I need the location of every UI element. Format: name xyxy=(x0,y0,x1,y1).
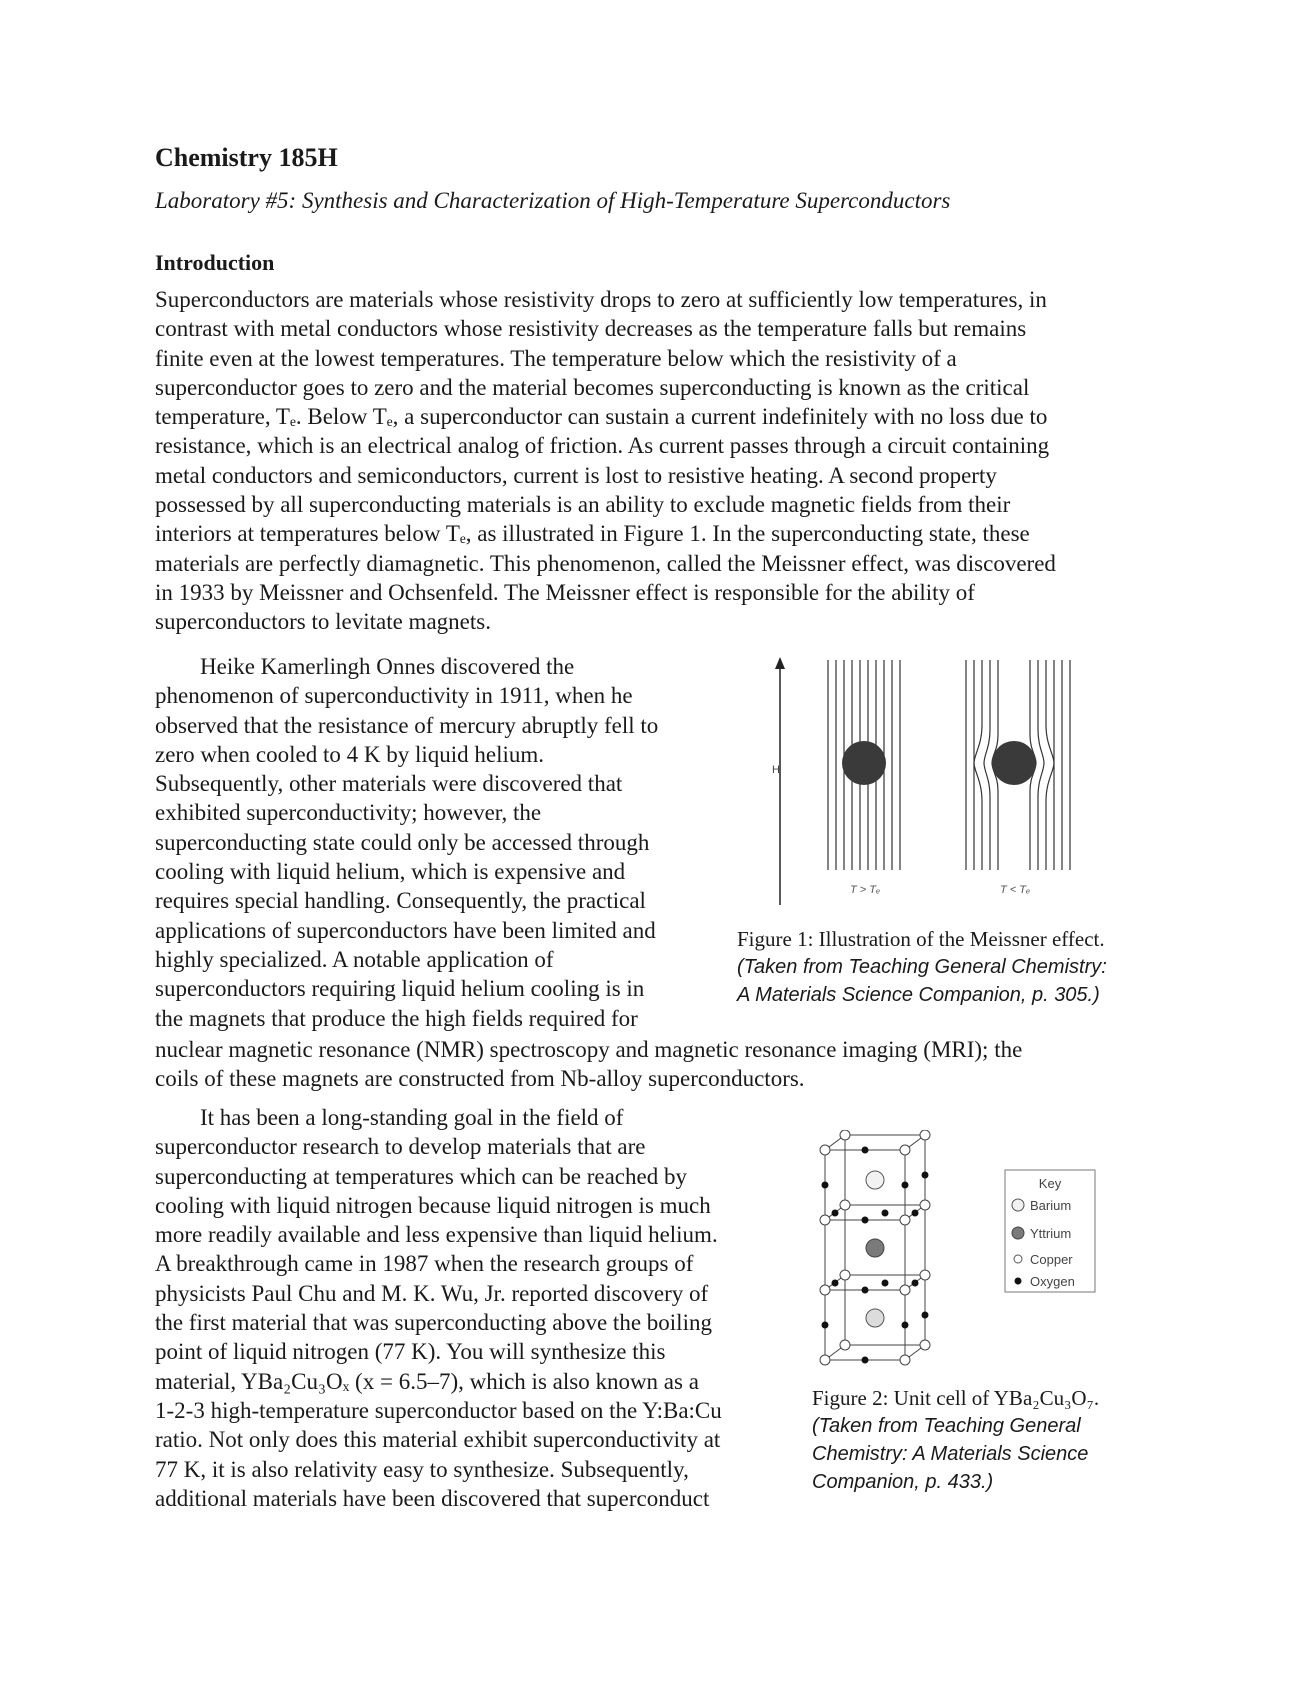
text-line: ratio. Not only does this material exhibit superconductivity at xyxy=(155,1427,721,1453)
caption-line: (Taken from Teaching General Chemistry: xyxy=(737,956,1107,978)
text-line: contrast with metal conductors whose resistivity decreases as the temperature falls but remains xyxy=(155,316,1027,342)
figure-1-caption xyxy=(737,925,1157,1009)
meissner-diagram xyxy=(760,655,1140,920)
text-line: nuclear magnetic resonance (NMR) spectroscopy and magnetic resonance imaging (MRI); the xyxy=(155,1037,1023,1062)
text-line: cooling with liquid nitrogen because liquid nitrogen is much xyxy=(155,1192,711,1218)
sample-sphere-normal xyxy=(842,741,886,785)
text-line: more readily available and less expensive than liquid helium. xyxy=(155,1222,718,1248)
figure-2-unit-cell xyxy=(810,1130,1120,1380)
text-line: the first material that was superconducting above the boiling xyxy=(155,1310,712,1336)
text-line: materials are perfectly diamagnetic. This phenomenon, called the Meissner effect, was discovered xyxy=(155,550,1056,576)
caption-line: Companion, p. 433.) xyxy=(812,1471,994,1493)
h-axis-label: H xyxy=(772,764,780,776)
text-line: Superconductors are materials whose resistivity drops to zero at sufficiently low temperatures, in xyxy=(155,287,1047,312)
text-line: applications of superconductors have been limited and xyxy=(155,917,656,943)
text-line: 77 K, it is also relativity easy to synthesize. Subsequently, xyxy=(155,1456,689,1482)
course-title: Chemistry 185H xyxy=(155,143,338,172)
text-line: interiors at temperatures below Tₑ, as illustrated in Figure 1. In the superconducting state, these xyxy=(155,521,1030,547)
ybco-paragraph xyxy=(155,1103,775,1513)
text-line: possessed by all superconducting materials is an ability to exclude magnetic fields from their xyxy=(155,492,1011,518)
legend-key xyxy=(1005,1170,1095,1292)
text-line: exhibited superconductivity; however, the xyxy=(155,800,542,826)
text-line: observed that the resistance of mercury abruptly fell to xyxy=(155,712,659,738)
key-item-oxygen: Oxygen xyxy=(1030,1274,1075,1289)
figure-2-caption xyxy=(812,1384,1152,1496)
text-line: the magnets that produce the high fields required for xyxy=(155,1005,638,1031)
key-title: Key xyxy=(1038,1176,1062,1191)
text-line: physicists Paul Chu and M. K. Wu, Jr. reported discovery of xyxy=(155,1280,709,1306)
unit-cell-diagram xyxy=(810,1130,1120,1380)
text-line: superconductors to levitate magnets. xyxy=(155,609,491,635)
text-line: superconducting state could only be accessed through xyxy=(155,829,650,855)
text-line: superconductor goes to zero and the material becomes superconducting is known as the critical xyxy=(155,374,1030,400)
text-line: superconductor research to develop materials that are xyxy=(155,1134,646,1160)
onnes-paragraph-continued xyxy=(155,1035,1155,1094)
text-line: additional materials have been discovered that superconduct xyxy=(155,1485,710,1511)
text-line: superconductors requiring liquid helium cooling is in xyxy=(155,976,645,1002)
text-line: zero when cooled to 4 K by liquid helium. xyxy=(155,741,545,767)
text-line: material, YBa₂Cu₃Oₓ (x = 6.5–7), which is also known as a xyxy=(155,1368,699,1394)
text-line: in 1933 by Meissner and Ochsenfeld. The Meissner effect is responsible for the ability of xyxy=(155,579,975,605)
key-item-copper: Copper xyxy=(1030,1252,1073,1267)
label-above-tc: T > Tₑ xyxy=(850,884,881,896)
text-line: metal conductors and semiconductors, current is lost to resistive heating. A second property xyxy=(155,462,997,488)
lab-title: Laboratory #5: Synthesis and Characterization of High-Temperature Superconductors xyxy=(155,188,951,213)
caption-line: Figure 1: Illustration of the Meissner effect. xyxy=(737,927,1105,951)
text-line: point of liquid nitrogen (77 K). You will synthesize this xyxy=(155,1339,666,1365)
text-line: resistance, which is an electrical analog of friction. As current passes through a circuit containing xyxy=(155,433,1050,459)
text-line: requires special handling. Consequently, the practical xyxy=(155,888,646,914)
text-line: finite even at the lowest temperatures. The temperature below which the resistivity of a xyxy=(155,345,957,371)
text-line: A breakthrough came in 1987 when the research groups of xyxy=(155,1251,694,1277)
caption-line: A Materials Science Companion, p. 305.) xyxy=(737,984,1100,1006)
text-line: highly specialized. A notable application of xyxy=(155,946,554,972)
caption-line: Chemistry: A Materials Science xyxy=(812,1443,1089,1465)
figure-1-meissner-effect xyxy=(760,655,1140,920)
section-heading: Introduction xyxy=(155,250,275,275)
caption-line: Figure 2: Unit cell of YBa₂Cu₃O₇. xyxy=(812,1386,1100,1410)
text-line: Heike Kamerlingh Onnes discovered the xyxy=(200,654,575,679)
caption-line: (Taken from Teaching General xyxy=(812,1415,1081,1437)
text-line: Subsequently, other materials were discovered that xyxy=(155,771,623,797)
key-item-yttrium: Yttrium xyxy=(1030,1226,1072,1241)
text-line: temperature, Tₑ. Below Tₑ, a superconductor can sustain a current indefinitely with no loss due to xyxy=(155,404,1048,430)
text-line: cooling with liquid helium, which is expensive and xyxy=(155,859,626,885)
sample-sphere-superconducting xyxy=(992,741,1036,785)
label-below-tc: T < Tₑ xyxy=(1000,884,1031,896)
text-line: phenomenon of superconductivity in 1911, when he xyxy=(155,683,633,709)
onnes-paragraph xyxy=(155,652,715,1033)
intro-paragraph xyxy=(155,285,1155,637)
text-line: superconducting at temperatures which can be reached by xyxy=(155,1163,687,1189)
text-line: 1-2-3 high-temperature superconductor based on the Y:Ba:Cu xyxy=(155,1397,722,1423)
text-line: coils of these magnets are constructed from Nb-alloy superconductors. xyxy=(155,1066,805,1092)
text-line: It has been a long-standing goal in the field of xyxy=(200,1105,624,1130)
key-item-barium: Barium xyxy=(1030,1198,1072,1213)
